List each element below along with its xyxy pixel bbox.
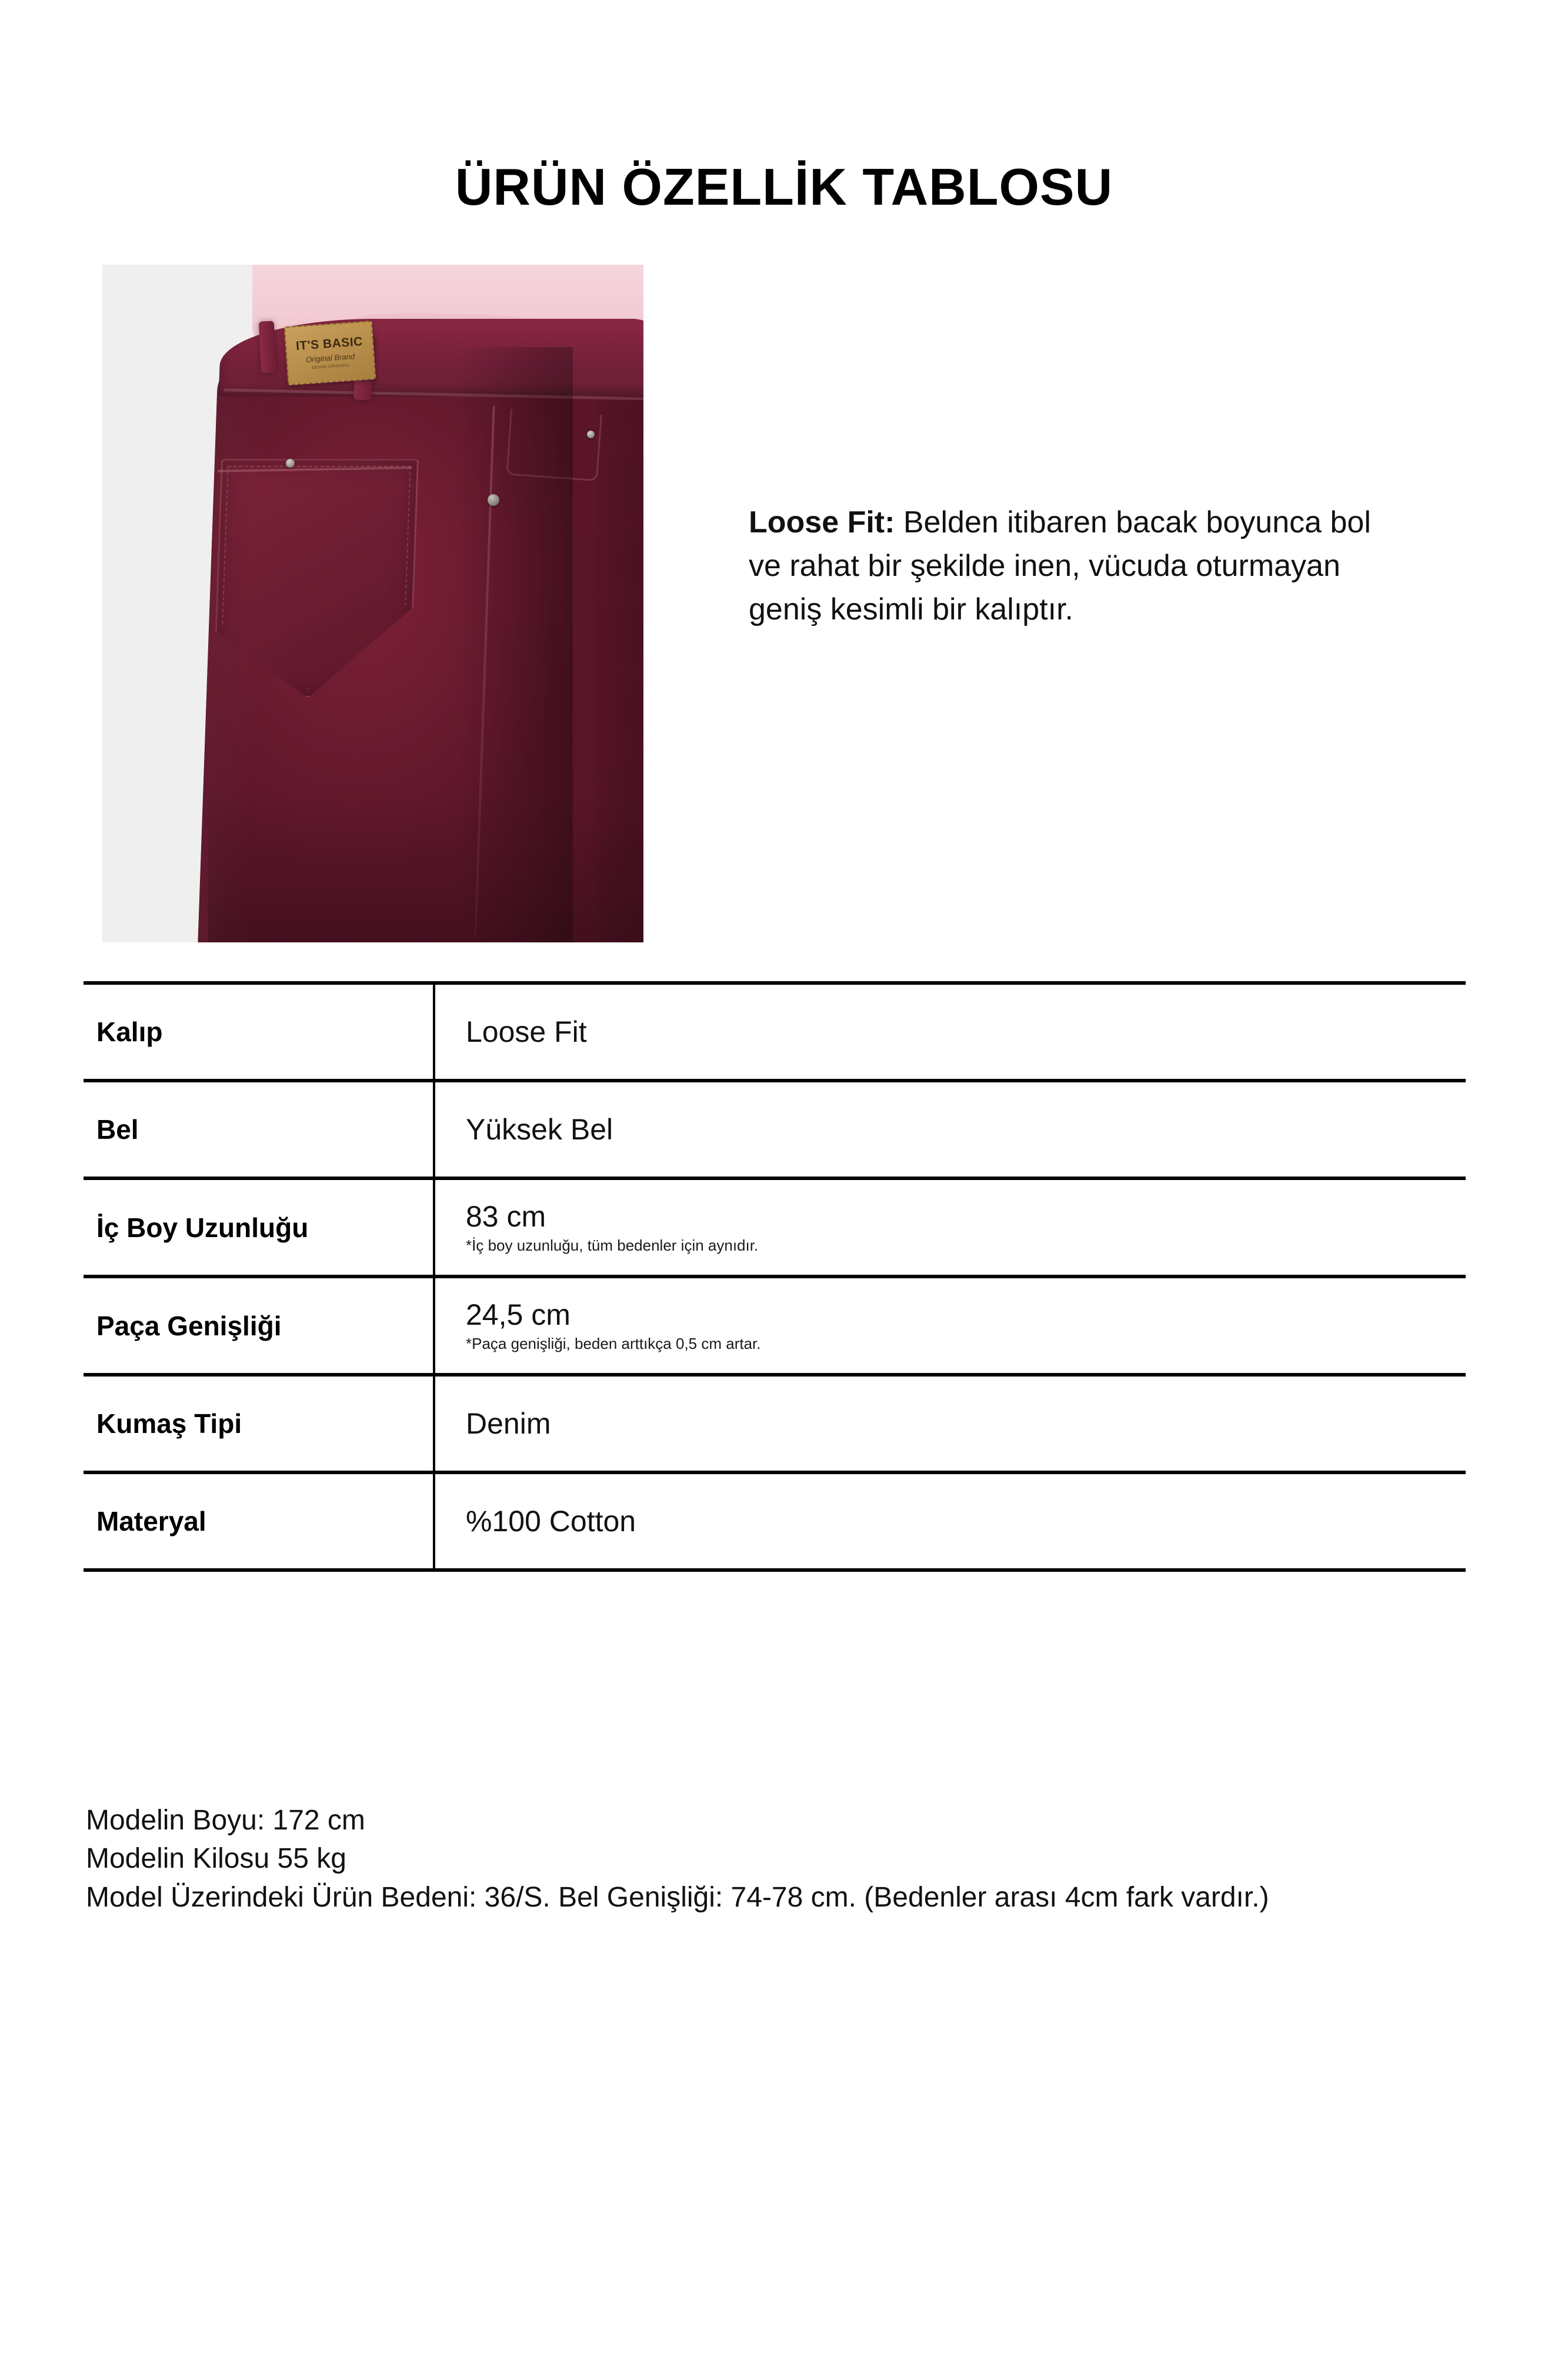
model-size-note: Model Üzerindeki Ürün Bedeni: 36/S. Bel Genişliği: 74-78 cm. (Bedenler arası 4cm fark vardır.) [86,1881,1269,1913]
fit-description-text: Belden itibaren bacak boyunca bol ve rahat bir şekilde inen, vücuda oturmayan geniş kesimli bir kalıptır. [749,505,1371,626]
table-row [84,983,1466,1081]
brand-subtitle: Original Brand [305,352,355,364]
table-row [84,1375,1466,1472]
spec-value: %100 Cotton [466,1505,636,1538]
spec-key: Bel [84,1081,434,1178]
spec-note: *Paça genişliği, beden arttıkça 0,5 cm artar. [466,1335,761,1353]
page-title: ÜRÜN ÖZELLİK TABLOSU [455,158,1113,216]
product-spec-table [84,981,1466,1572]
denim-waistband [219,319,643,396]
model-height-note: Modelin Boyu: 172 cm [86,1805,365,1836]
spec-value-cell [434,1277,1466,1375]
table-row [84,1277,1466,1375]
fit-label: Loose Fit: [749,505,895,539]
spec-value: Yüksek Bel [466,1113,613,1146]
brand-leather-patch [284,321,376,385]
spec-note: *İç boy uzunluğu, tüm bedenler için aynıdır. [466,1237,759,1254]
spec-value-cell [434,1081,1466,1178]
brand-micro-text: DENIM ORIGINAL [311,363,351,371]
spec-key: Kalıp [84,983,434,1081]
spec-key: Materyal [84,1472,434,1570]
rivet-icon [587,431,595,438]
spec-value: Denim [466,1407,551,1441]
spec-value: Loose Fit [466,1015,587,1048]
table-row [84,1081,1466,1178]
product-photo [102,265,643,942]
fit-description [749,501,1407,631]
front-pocket [506,409,602,482]
spec-value-cell [434,1375,1466,1472]
spec-value: 83 cm [466,1200,546,1233]
model-notes [86,1801,1456,1917]
product-photo-content [102,265,643,942]
spec-value-cell [434,1472,1466,1570]
belt-loop-icon [259,321,277,373]
spec-key: Paça Genişliği [84,1277,434,1375]
spec-value: 24,5 cm [466,1298,571,1332]
spec-value-cell [434,1178,1466,1277]
spec-key: Kumaş Tipi [84,1375,434,1472]
table-row [84,1472,1466,1570]
rivet-icon [488,494,499,506]
rivet-icon [286,459,295,468]
spec-table-body [84,983,1466,1570]
brand-name: IT'S BASIC [295,335,363,353]
spec-key: İç Boy Uzunluğu [84,1178,434,1277]
model-weight-note: Modelin Kilosu 55 kg [86,1843,346,1875]
table-row [84,1178,1466,1277]
spec-value-cell [434,983,1466,1081]
